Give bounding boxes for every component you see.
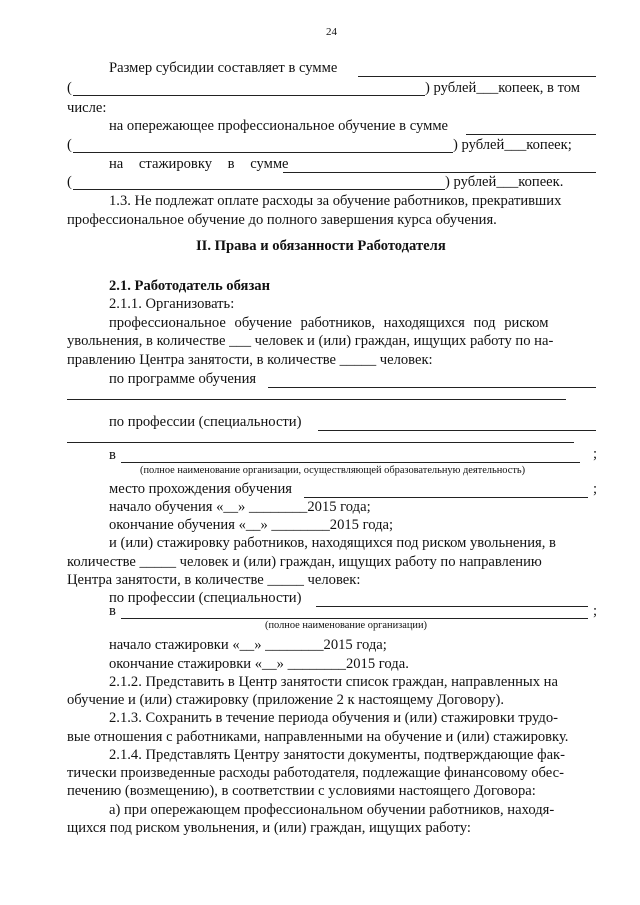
blank-line: [304, 497, 588, 498]
blank-line: [73, 189, 445, 190]
rub-kop-text: ) рублей___копеек, в том: [425, 80, 581, 96]
clause-1-3: профессиональное обучение до полного завершения курса обучения.: [67, 212, 497, 228]
clause-2-1-4: печению (возмещению), в соответствии с условиями настоящего Договора:: [67, 783, 536, 799]
org-caption: (полное наименование организации, осуществляющей образовательную деятельность): [140, 465, 526, 476]
blank-line: [466, 134, 596, 135]
semicolon: ;: [593, 446, 598, 462]
blank-line: [318, 430, 596, 431]
rub-kop-text: ) рублей___копеек;: [453, 137, 572, 153]
internship-line: Центра занятости, в количестве _____ человек:: [67, 572, 361, 588]
clause-2-1-3: вые отношения с работниками, направленными на обучение и (или) стажировку.: [67, 729, 569, 745]
clause-a: а) при опережающем профессиональном обучении работников, находя-: [109, 802, 555, 818]
v-label: в: [109, 447, 116, 463]
open-paren: (: [67, 80, 72, 96]
internship-line: количестве _____ человек и (или) граждан, ищущих работу по направлению: [67, 554, 542, 570]
blank-line: [358, 76, 596, 77]
blank-line: [73, 95, 425, 96]
start-internship: начало стажировки «__» ________2015 года;: [109, 637, 387, 653]
clause-2-1-2: обучение и (или) стажировку (приложение 2 к настоящему Договору).: [67, 692, 505, 708]
clause-1-3: 1.3. Не подлежат оплате расходы за обучение работников, прекративших: [109, 193, 562, 209]
open-paren: (: [67, 137, 72, 153]
clause-2-1-4: 2.1.4. Представлять Центру занятости документы, подтверждающие фак-: [109, 747, 565, 763]
blank-line: [268, 387, 596, 388]
blank-line: [283, 172, 596, 173]
section-title: II. Права и обязанности Работодателя: [196, 238, 446, 254]
blank-line: [121, 618, 588, 619]
open-paren: (: [67, 174, 72, 190]
semicolon: ;: [593, 481, 598, 497]
v-label: в: [109, 603, 116, 619]
clause-2-1-2: 2.1.2. Представить в Центр занятости список граждан, направленных на: [109, 674, 558, 690]
clause-a: щихся под риском увольнения, и (или) граждан, ищущих работу:: [67, 820, 471, 836]
training-line: профессиональное обучение работников, находящихся под риском: [109, 315, 549, 331]
clause-2-1-title: 2.1. Работодатель обязан: [109, 278, 271, 294]
blank-line: [67, 399, 566, 400]
rub-kop-text: ) рублей___копеек.: [445, 174, 564, 190]
place-label: место прохождения обучения: [109, 481, 292, 497]
end-training: окончание обучения «__» ________2015 года;: [109, 517, 394, 533]
blank-line: [73, 152, 453, 153]
chisle-text: числе:: [67, 100, 107, 116]
training-line: правлению Центра занятости, в количестве _____ человек:: [67, 352, 433, 368]
internship-line: и (или) стажировку работников, находящихся под риском увольнения, в: [109, 535, 556, 551]
profession-label-2: по профессии (специальности): [109, 590, 302, 606]
blank-line: [67, 442, 574, 443]
profession-label: по профессии (специальности): [109, 414, 302, 430]
page-number: 24: [326, 26, 337, 38]
blank-line: [316, 606, 588, 607]
semicolon: ;: [593, 603, 598, 619]
advance-label: на опережающее профессиональное обучение в сумме: [109, 118, 449, 134]
internship-label: на стажировку в сумме: [109, 156, 289, 172]
clause-2-1-3: 2.1.3. Сохранить в течение периода обучения и (или) стажировки трудо-: [109, 710, 558, 726]
blank-line: [121, 462, 580, 463]
org-caption: (полное наименование организации): [265, 620, 427, 631]
clause-2-1-4: тически произведенные расходы работодателя, подлежащие финансовому обес-: [67, 765, 564, 781]
start-training: начало обучения «__» ________2015 года;: [109, 499, 371, 515]
program-label: по программе обучения: [109, 371, 257, 387]
clause-2-1-1: 2.1.1. Организовать:: [109, 296, 235, 312]
end-internship: окончание стажировки «__» ________2015 года.: [109, 656, 409, 672]
subsidy-line: Размер субсидии составляет в сумме: [109, 60, 338, 76]
training-line: увольнения, в количестве ___ человек и (или) граждан, ищущих работу по на-: [67, 333, 554, 349]
